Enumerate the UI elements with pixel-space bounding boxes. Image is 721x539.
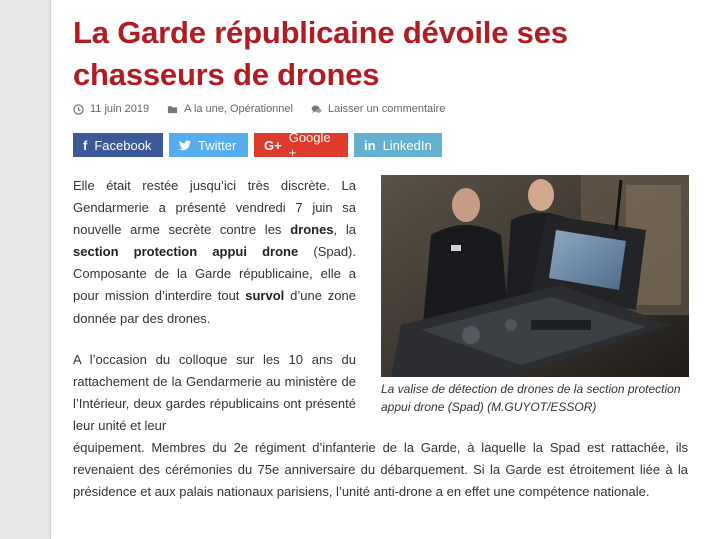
twitter-icon [179, 140, 191, 151]
linkedin-share-button[interactable] [354, 133, 442, 157]
google-plus-label: Google + [288, 130, 331, 160]
google-plus-icon: G+ [264, 137, 282, 153]
share-buttons [73, 130, 442, 160]
clock-icon [73, 104, 84, 115]
p1-text-3: (Spad). Composante de la Garde républicaine, elle a pour mission d’interdire tout [73, 244, 356, 304]
p1-bold-survol: survol [245, 288, 285, 304]
article-title: La Garde républicaine dévoile ses chasseurs de drones [73, 15, 568, 92]
facebook-label: Facebook [94, 137, 152, 153]
drone-detection-case-photo [381, 175, 689, 377]
post-date [73, 103, 149, 115]
twitter-share-button[interactable] [169, 133, 248, 157]
article-photo [381, 175, 689, 377]
google-plus-share-button[interactable] [254, 130, 348, 160]
p1-text-1: Elle était restée jusqu’ici très discrète. La Gendarmerie a présenté vendredi 7 juin sa nouvelle arme secrète contre les [73, 178, 356, 238]
facebook-icon: f [83, 137, 88, 153]
post-categories [167, 103, 293, 115]
post-date-text: 11 juin 2019 [90, 103, 150, 115]
linkedin-icon: in [364, 137, 376, 153]
comment-link[interactable]: Laisser un commentaire [327, 103, 446, 115]
p1-bold-spad: section protection appui drone [73, 244, 299, 260]
figure-caption: La valise de détection de drones de la section protection appui drone (Spad) (M.GUYOT/ESSOR) [381, 382, 681, 414]
post-categories-links[interactable]: A la une, Opérationnel [184, 103, 293, 115]
linkedin-label: LinkedIn [382, 137, 432, 153]
comments-icon [311, 104, 322, 115]
p1-bold-drones: drones [290, 222, 334, 238]
p1-text-4: d’une zone donnée par des drones. [73, 288, 356, 326]
post-meta [73, 103, 463, 115]
p1-text-2: , la [333, 222, 357, 238]
article-figure [381, 175, 689, 416]
facebook-share-button[interactable] [73, 133, 163, 157]
paragraph-3: équipement. Membres du 2e régiment d’infanterie de la Garde, à laquelle la Spad est rattachée, ils revenaient des cérémonies du 75e anniversaire du débarquement. Si la Garde est étroitement liée à la présidence et aux palais nationaux parisiens, l’unité anti-drone a en effet une compétence nationale. [73, 440, 688, 500]
paragraph-2: A l’occasion du colloque sur les 10 ans du rattachement de la Gendarmerie au ministère de l’Intérieur, deux gardes républicains ont présenté leur unité et leur [73, 352, 356, 434]
article-card [50, 0, 721, 539]
paragraph-1 [73, 175, 356, 330]
post-comments [311, 103, 445, 115]
twitter-label: Twitter [198, 137, 237, 153]
folder-icon [167, 104, 178, 115]
